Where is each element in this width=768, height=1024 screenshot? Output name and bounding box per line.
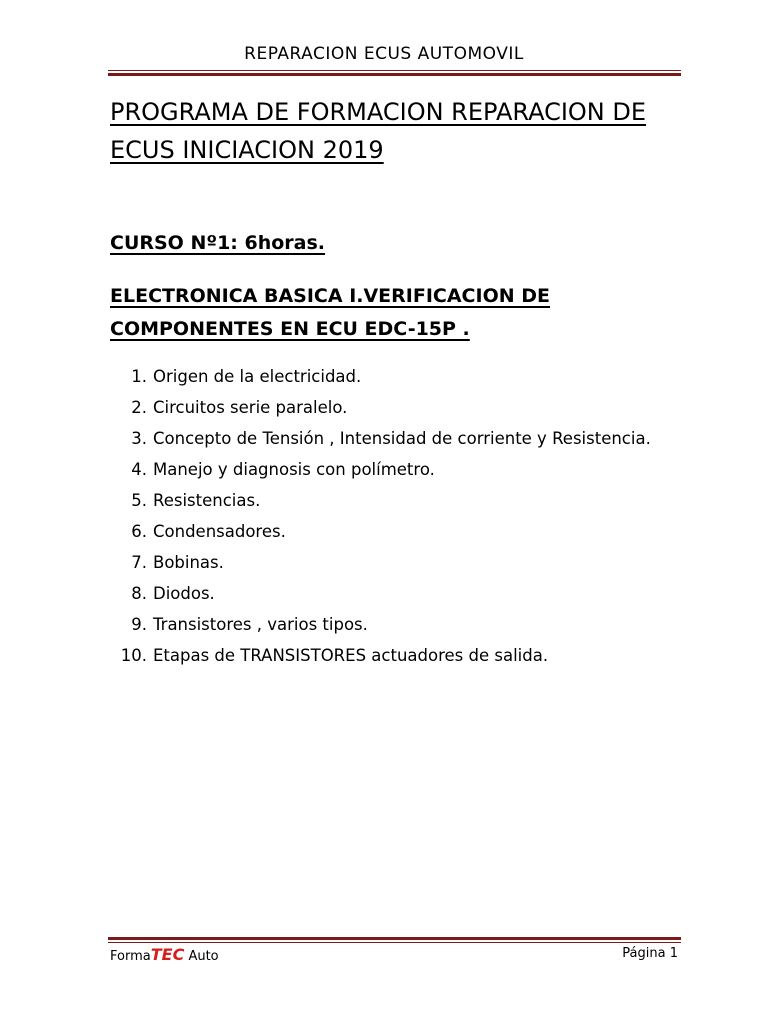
main-title [110,93,690,169]
list-item [112,392,672,423]
list-item-text: Condensadores. [153,522,286,541]
list-item-text: Concepto de Tensión , Intensidad de corriente y Resistencia. [153,429,651,448]
page-header: REPARACION ECUS AUTOMOVIL [244,44,524,64]
list-item [112,485,672,516]
section-title-text: ELECTRONICA BASICA I.VERIFICACION DE COMPONENTES EN ECU EDC-15P . [110,285,550,340]
topic-list [112,361,672,671]
list-item [112,516,672,547]
list-item-number: 3. [131,429,147,448]
list-item [112,547,672,578]
list-item-text: Manejo y diagnosis con polímetro. [153,460,435,479]
page-number: Página 1 [622,946,678,961]
list-item-text: Bobinas. [153,553,224,572]
list-item [112,454,672,485]
list-item [112,361,672,392]
list-item-number: 10. [120,646,147,665]
list-item-text: Circuitos serie paralelo. [153,398,348,417]
list-item-text: Etapas de TRANSISTORES actuadores de salida. [153,646,549,665]
list-item-number: 2. [131,398,147,417]
footer-brand [110,945,219,964]
list-item-number: 7. [131,553,147,572]
list-item-number: 4. [131,460,147,479]
brand-prefix: Forma [110,949,151,964]
list-item-text: Resistencias. [153,491,261,510]
list-item-number: 5. [131,491,147,510]
list-item [112,609,672,640]
brand-suffix: Auto [184,949,219,964]
list-item-number: 9. [131,615,147,634]
list-item [112,423,672,454]
list-item-number: 6. [131,522,147,541]
brand-accent: TEC [150,945,185,964]
header-rule [108,70,681,76]
list-item-text: Transistores , varios tipos. [153,615,368,634]
list-item [112,640,672,671]
list-item-number: 8. [131,584,147,603]
course-title: CURSO Nº1: 6horas. [110,232,326,254]
section-title [110,280,670,346]
main-title-text: PROGRAMA DE FORMACION REPARACION DE ECUS INICIACION 2019 [110,98,647,164]
footer-rule [108,937,681,943]
list-item-number: 1. [131,367,147,386]
list-item-text: Diodos. [153,584,215,603]
list-item [112,578,672,609]
list-item-text: Origen de la electricidad. [153,367,362,386]
